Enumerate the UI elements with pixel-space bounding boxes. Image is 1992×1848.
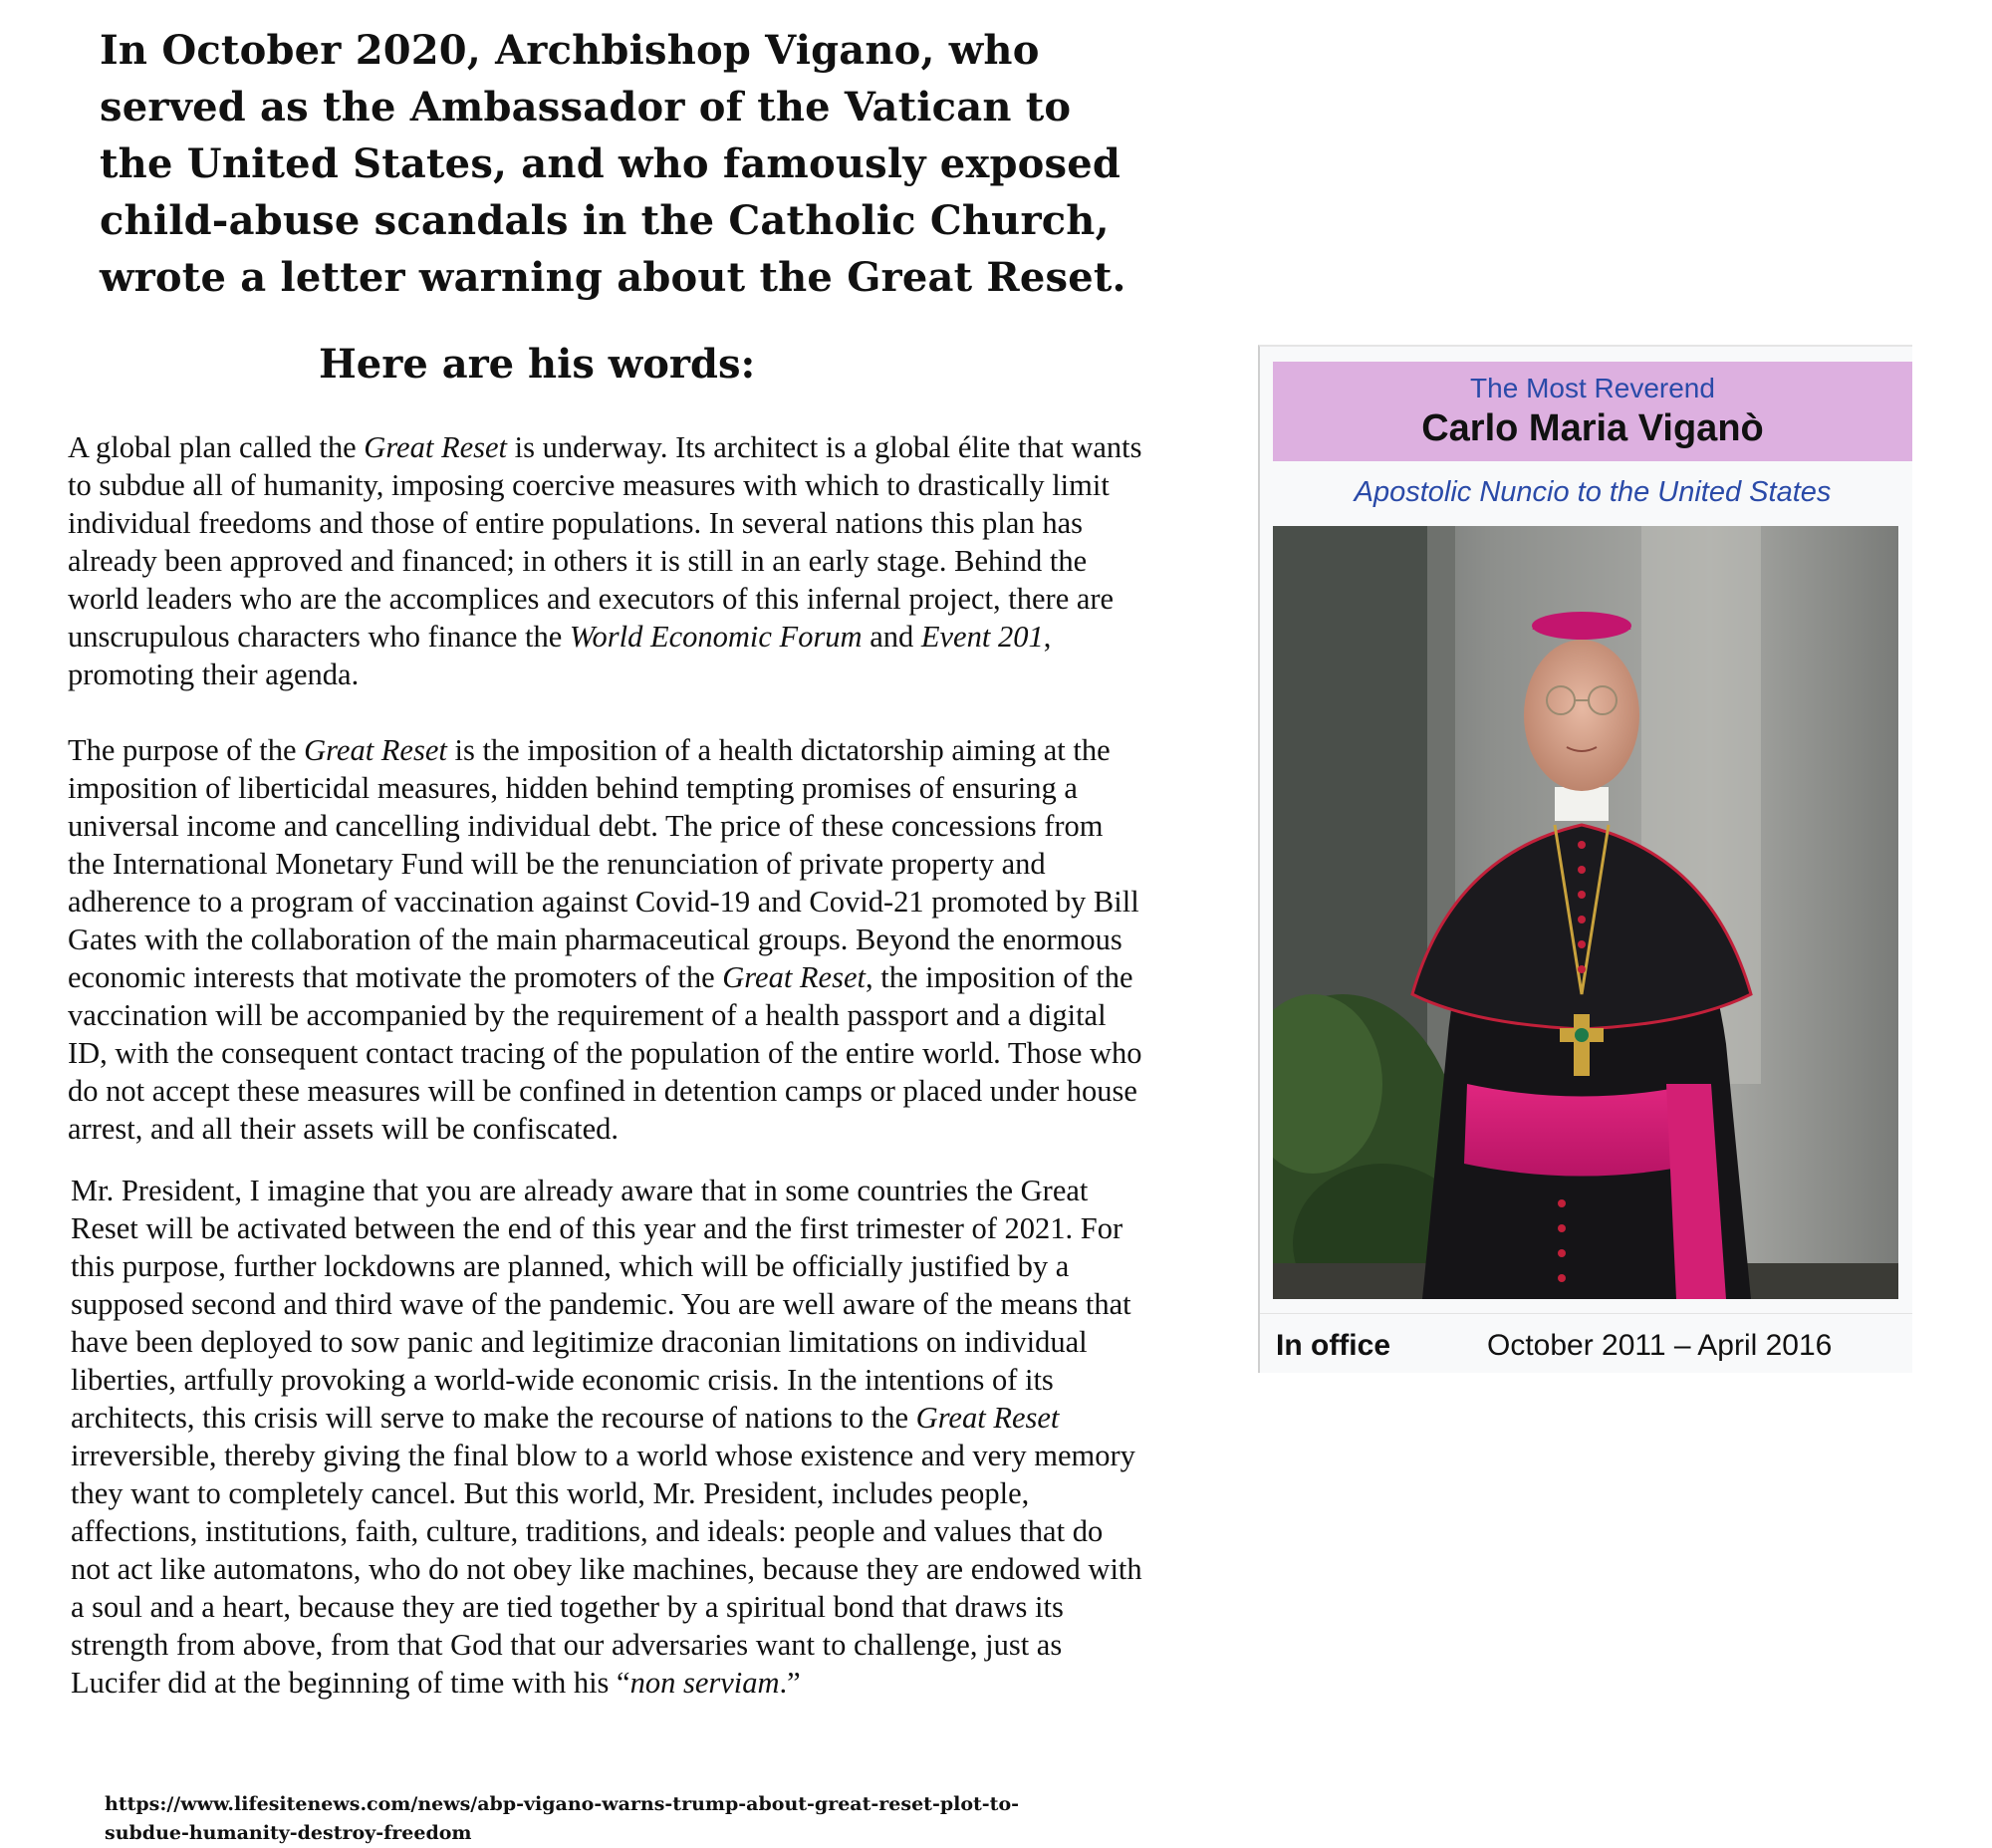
text-run: is underway. Its architect is a global élite that wants to subdue all of humanity, imposing coercive measures with which to drastically limit individual freedoms and those of entire populations. In several nations this plan has already been approved and financed; in others it is still in an early stage. Behind the world leaders who are the accomplices and executors of this infernal project, there are unscrupulous characters who finance the: [68, 430, 1142, 654]
headline: In October 2020, Archbishop Vigano, who served as the Ambassador of the Vatican to the United States, and who famously exposed child-abuse scandals in the Catholic Church, wrote a letter warning about the Great Reset.: [100, 27, 1126, 301]
office-value: October 2011 – April 2016: [1487, 1329, 1833, 1362]
text-run: .”: [779, 1666, 801, 1700]
infobox-header: [1273, 362, 1912, 461]
letter-paragraph-3: [68, 1172, 1143, 1702]
infobox-name: Carlo Maria Viganò: [1421, 407, 1764, 449]
text-run: A global plan called the: [68, 430, 365, 464]
infobox: [1258, 345, 1912, 1373]
italic-text: Event 201: [920, 620, 1044, 654]
text-run: , the imposition of the vaccination will be accompanied by the requirement of a health passport and a digital ID, with the consequent contact tracing of the population of the entire world. Those who do not accept these measures will be confined in detention camps or placed under house arrest, and all their assets will be confiscated.: [68, 960, 1142, 1146]
letter-paragraph-1: [68, 428, 1143, 693]
office-label: In office: [1276, 1329, 1391, 1362]
portrait-photo: [1273, 526, 1898, 1299]
text-run: , promoting their agenda.: [68, 620, 1052, 691]
source-url: https://www.lifesitenews.com/news/abp-vigano-warns-trump-about-great-reset-plot-to-subdue-humanity-destroy-freedom: [105, 1793, 1020, 1844]
text-run: Mr. President, I imagine that you are already aware that in some countries the Great Reset will be activated between the end of this year and the first trimester of 2021. For this purpose, further lockdowns are planned, which will be officially justified by a supposed second and third wave of the pandemic. You are well aware of the means that have been deployed to sow panic and legitimize draconian limitations on individual liberties, artfully provoking a world-wide economic crisis. In the intentions of its architects, this crisis will serve to make the recourse of nations to the: [71, 1174, 1131, 1435]
italic-text: Great Reset: [304, 733, 447, 767]
portrait-illustration: [1273, 526, 1898, 1299]
text-run: is the imposition of a health dictatorship aiming at the imposition of liberticidal measures, hidden behind tempting promises of ensuring a universal income and cancelling individual debt. The price of these concessions from the International Monetary Fund will be the renunciation of private property and adherence to a program of vaccination against Covid-19 and Covid-21 promoted by Bill Gates with the collaboration of the main pharmaceutical groups. Beyond the enormous economic interests that motivate the promoters of the: [68, 733, 1139, 994]
subheading: Here are his words:: [319, 341, 756, 388]
text-run: The purpose of the: [68, 733, 305, 767]
italic-text: Great Reset: [722, 960, 866, 994]
text-run: and: [862, 620, 921, 654]
italic-text: World Economic Forum: [569, 620, 863, 654]
text-run: irreversible, thereby giving the final blow to a world whose existence and very memory they want to completely cancel. But this world, Mr. President, includes people, affections, institutions, faith, culture, traditions, and ideals: people and values that do not act like automatons, who do not obey like machines, because they are endowed with a soul and a heart, because they are tied together by a spiritual bond that draws its strength from above, from that God that our adversaries want to challenge, just as Lucifer did at the beginning of time with his “: [71, 1439, 1142, 1700]
letter-paragraph-2: [68, 731, 1143, 1148]
italic-text: Great Reset: [364, 430, 507, 464]
letter-body: [68, 428, 1143, 1702]
italic-text: Great Reset: [915, 1401, 1060, 1435]
infobox-honorific-link[interactable]: The Most Reverend: [1470, 373, 1715, 403]
infobox-office-row: [1260, 1313, 1912, 1374]
infobox-role-link[interactable]: Apostolic Nuncio to the United States: [1354, 476, 1832, 508]
italic-text: non serviam: [629, 1666, 780, 1700]
